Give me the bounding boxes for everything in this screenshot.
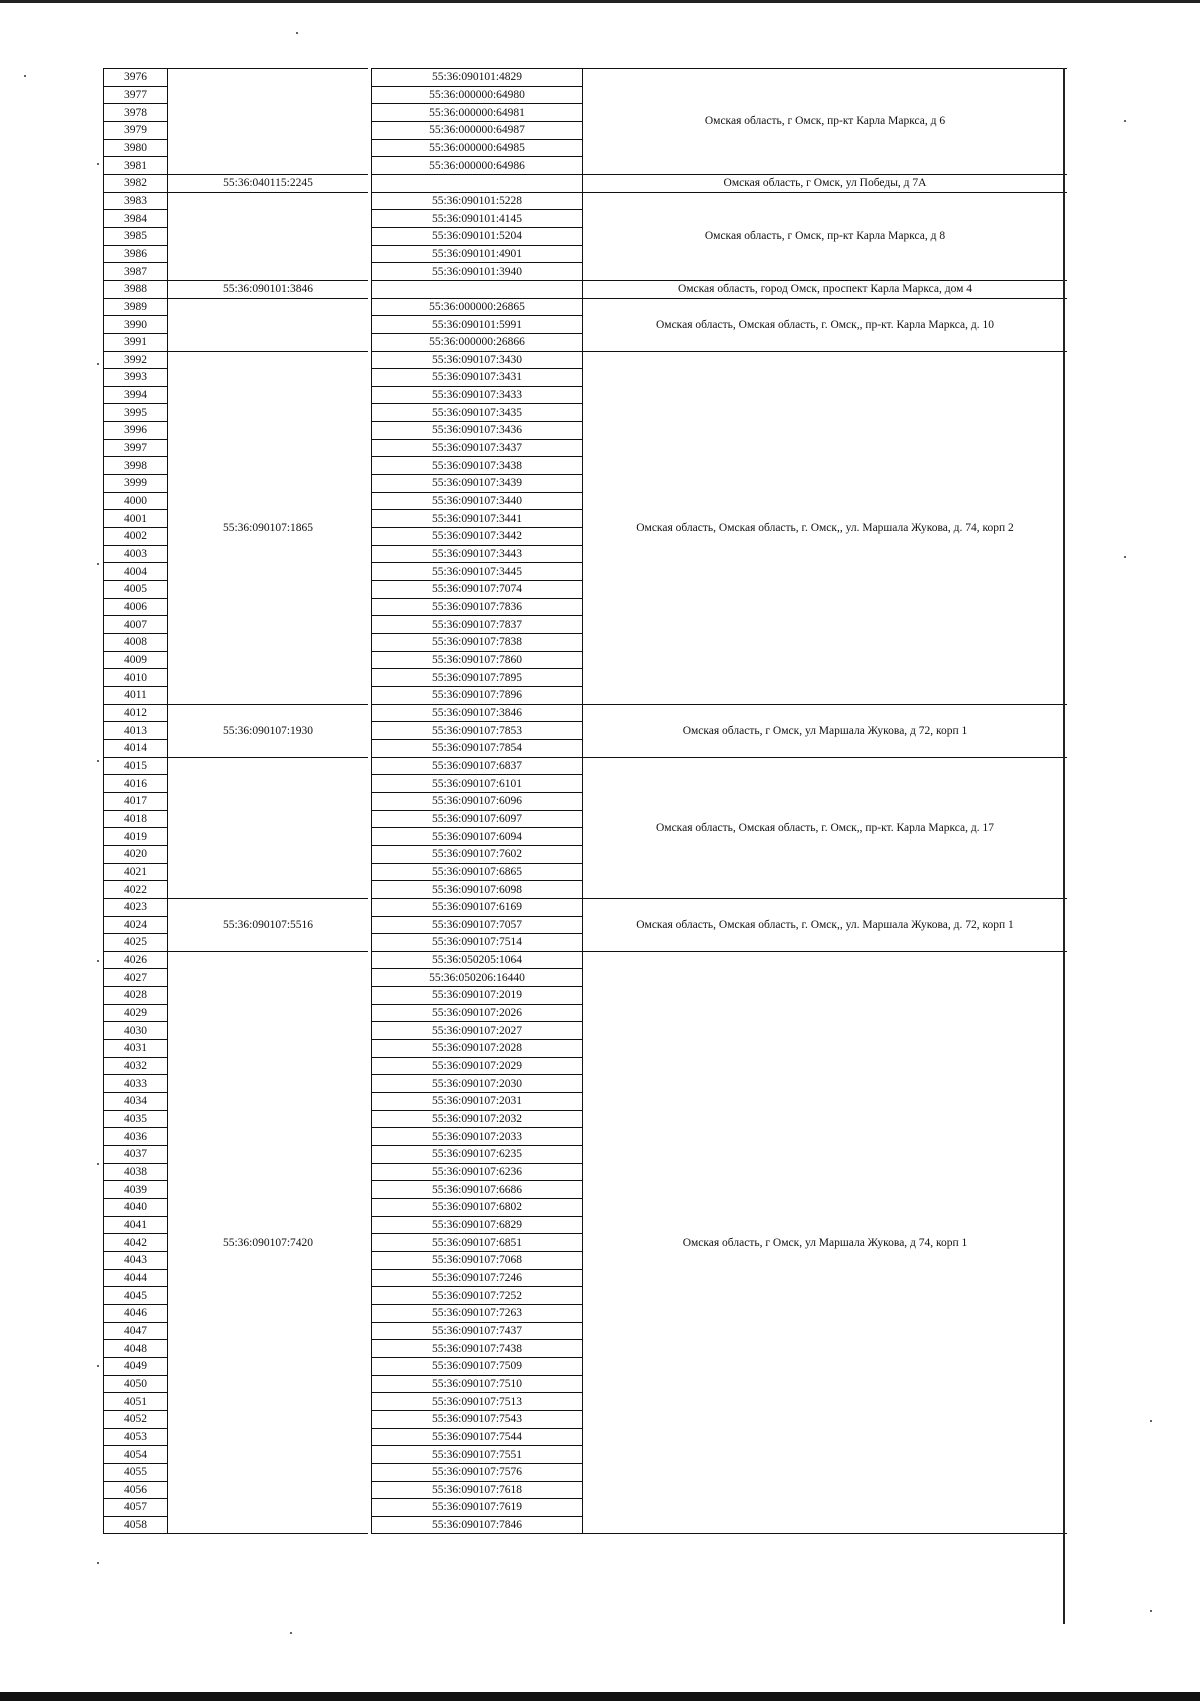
row-number: 3984 [104,210,168,228]
cadastral-number: 55:36:090101:5204 [372,227,583,245]
table-row [104,69,1068,87]
table-row [104,351,1068,369]
cadastral-number: 55:36:090107:2031 [372,1093,583,1111]
table-row [104,280,1068,298]
cadastral-number: 55:36:090107:2027 [372,1022,583,1040]
row-number: 3982 [104,174,168,192]
row-number: 4056 [104,1481,168,1499]
object-address: Омская область, г Омск, ул Победы, д 7А [583,174,1068,192]
row-number: 4017 [104,792,168,810]
scan-speck [97,363,99,365]
row-number: 3999 [104,475,168,493]
cadastral-number: 55:36:090107:2033 [372,1128,583,1146]
row-number: 4020 [104,845,168,863]
cadastral-number: 55:36:090107:7543 [372,1410,583,1428]
cadastral-number: 55:36:090107:3433 [372,386,583,404]
row-number: 4057 [104,1499,168,1517]
cadastral-number: 55:36:090107:2019 [372,987,583,1005]
cadastral-number: 55:36:090107:7509 [372,1357,583,1375]
row-number: 3979 [104,121,168,139]
cadastral-number: 55:36:090107:3441 [372,510,583,528]
cadastral-number: 55:36:090107:6101 [372,775,583,793]
row-number: 4043 [104,1251,168,1269]
cadastral-number: 55:36:090101:3940 [372,263,583,281]
scan-speck [1124,120,1126,122]
row-number: 4026 [104,951,168,969]
table-row [104,298,1068,316]
cadastral-number: 55:36:090107:3435 [372,404,583,422]
row-number: 3977 [104,86,168,104]
row-number: 4049 [104,1357,168,1375]
scan-speck [296,32,298,34]
cadastral-number: 55:36:090107:6802 [372,1199,583,1217]
row-number: 3993 [104,369,168,387]
parent-cadastral-number [168,69,369,175]
cadastral-number: 55:36:090107:7837 [372,616,583,634]
scan-speck [1150,1610,1152,1612]
row-number: 4041 [104,1216,168,1234]
cadastral-number: 55:36:050205:1064 [372,951,583,969]
cadastral-number: 55:36:090107:2029 [372,1057,583,1075]
row-number: 4028 [104,987,168,1005]
row-number: 4031 [104,1040,168,1058]
cadastral-number: 55:36:090107:7895 [372,669,583,687]
scan-speck [24,75,26,77]
cadastral-number: 55:36:090107:7836 [372,598,583,616]
cadastral-number: 55:36:090107:7074 [372,581,583,599]
cadastral-number: 55:36:090107:6097 [372,810,583,828]
cadastral-number: 55:36:090107:7853 [372,722,583,740]
row-number: 4027 [104,969,168,987]
row-number: 4011 [104,686,168,704]
cadastral-number: 55:36:090107:2032 [372,1110,583,1128]
cadastral-number: 55:36:090107:7252 [372,1287,583,1305]
object-address: Омская область, г Омск, ул Маршала Жукова, д 74, корп 1 [583,951,1068,1534]
cadastral-number: 55:36:090107:7068 [372,1251,583,1269]
cadastral-number: 55:36:090107:6837 [372,757,583,775]
cadastral-number: 55:36:090107:6096 [372,792,583,810]
parent-cadastral-number: 55:36:090101:3846 [168,280,369,298]
object-address: Омская область, Омская область, г. Омск,, ул. Маршала Жукова, д. 74, корп 2 [583,351,1068,704]
cadastral-number: 55:36:090107:3442 [372,528,583,546]
cadastral-number: 55:36:090107:7602 [372,845,583,863]
cadastral-number: 55:36:090107:3436 [372,422,583,440]
row-number: 3980 [104,139,168,157]
parent-cadastral-number: 55:36:090107:5516 [168,898,369,951]
scan-speck [97,163,99,165]
cadastral-number: 55:36:090107:7838 [372,634,583,652]
object-address: Омская область, Омская область, г. Омск,, ул. Маршала Жукова, д. 72, корп 1 [583,898,1068,951]
row-number: 4036 [104,1128,168,1146]
row-number: 4000 [104,492,168,510]
row-number: 4010 [104,669,168,687]
row-number: 4018 [104,810,168,828]
object-address: Омская область, Омская область, г. Омск,, пр-кт. Карла Маркса, д. 10 [583,298,1068,351]
cadastral-number: 55:36:090107:7896 [372,686,583,704]
cadastral-number: 55:36:090107:7551 [372,1446,583,1464]
row-number: 4015 [104,757,168,775]
object-address: Омская область, город Омск, проспект Карла Маркса, дом 4 [583,280,1068,298]
parent-cadastral-number: 55:36:090107:1865 [168,351,369,704]
parent-cadastral-number: 55:36:090107:7420 [168,951,369,1534]
row-number: 4003 [104,545,168,563]
cadastral-number: 55:36:090107:2030 [372,1075,583,1093]
cadastral-number: 55:36:090107:6236 [372,1163,583,1181]
row-number: 4055 [104,1463,168,1481]
table-row [104,704,1068,722]
cadastral-number: 55:36:090107:3438 [372,457,583,475]
scan-speck [97,760,99,762]
parent-cadastral-number: 55:36:040115:2245 [168,174,369,192]
cadastral-number: 55:36:090101:5991 [372,316,583,334]
row-number: 4022 [104,881,168,899]
cadastral-number: 55:36:090107:6169 [372,898,583,916]
cadastral-number: 55:36:090107:6098 [372,881,583,899]
row-number: 3986 [104,245,168,263]
cadastral-number: 55:36:090107:7437 [372,1322,583,1340]
row-number: 4044 [104,1269,168,1287]
cadastral-number: 55:36:090107:7576 [372,1463,583,1481]
cadastral-number: 55:36:090107:7618 [372,1481,583,1499]
object-address: Омская область, г Омск, ул Маршала Жукова, д 72, корп 1 [583,704,1068,757]
row-number: 4045 [104,1287,168,1305]
cadastral-number: 55:36:090107:2026 [372,1004,583,1022]
row-number: 4046 [104,1304,168,1322]
cadastral-number: 55:36:000000:64980 [372,86,583,104]
parent-cadastral-number: 55:36:090107:1930 [168,704,369,757]
cadastral-number: 55:36:000000:26865 [372,298,583,316]
cadastral-number: 55:36:090107:3445 [372,563,583,581]
row-number: 3985 [104,227,168,245]
row-number: 4024 [104,916,168,934]
row-number: 3997 [104,439,168,457]
scan-top-edge [0,0,1200,3]
cadastral-number: 55:36:090107:7544 [372,1428,583,1446]
row-number: 3994 [104,386,168,404]
cadastral-number: 55:36:000000:64986 [372,157,583,175]
row-number: 4030 [104,1022,168,1040]
scan-speck [97,1365,99,1367]
row-number: 4038 [104,1163,168,1181]
cadastral-number: 55:36:090107:3443 [372,545,583,563]
scan-speck [1150,1420,1152,1422]
row-number: 4013 [104,722,168,740]
row-number: 4039 [104,1181,168,1199]
object-address: Омская область, г Омск, пр-кт Карла Маркса, д 6 [583,69,1068,175]
row-number: 4040 [104,1199,168,1217]
row-number: 4037 [104,1146,168,1164]
row-number: 3976 [104,69,168,87]
cadastral-number [372,280,583,298]
row-number: 4021 [104,863,168,881]
cadastral-number: 55:36:090101:5228 [372,192,583,210]
parent-cadastral-number [168,298,369,351]
object-address: Омская область, г Омск, пр-кт Карла Маркса, д 8 [583,192,1068,280]
cadastral-number: 55:36:090107:7510 [372,1375,583,1393]
cadastral-number: 55:36:090107:7438 [372,1340,583,1358]
cadastral-number: 55:36:090107:3846 [372,704,583,722]
table-row [104,174,1068,192]
row-number: 3996 [104,422,168,440]
cadastral-number: 55:36:090107:7513 [372,1393,583,1411]
row-number: 4042 [104,1234,168,1252]
cadastral-number: 55:36:050206:16440 [372,969,583,987]
cadastral-number: 55:36:090107:7057 [372,916,583,934]
row-number: 4035 [104,1110,168,1128]
cadastral-number: 55:36:000000:64987 [372,121,583,139]
cadastral-number: 55:36:090107:3440 [372,492,583,510]
row-number: 3995 [104,404,168,422]
scan-speck [97,1562,99,1564]
scan-speck [97,563,99,565]
row-number: 3991 [104,333,168,351]
table-row [104,898,1068,916]
row-number: 4016 [104,775,168,793]
registry-body [104,69,1068,1534]
cadastral-number: 55:36:090107:3439 [372,475,583,493]
cadastral-number: 55:36:000000:64985 [372,139,583,157]
cadastral-number: 55:36:090101:4829 [372,69,583,87]
parent-cadastral-number [168,192,369,280]
row-number: 4012 [104,704,168,722]
row-number: 4029 [104,1004,168,1022]
row-number: 4052 [104,1410,168,1428]
row-number: 4009 [104,651,168,669]
row-number: 3978 [104,104,168,122]
scan-bottom-edge [0,1692,1200,1701]
row-number: 4019 [104,828,168,846]
row-number: 4058 [104,1516,168,1534]
cadastral-number: 55:36:090107:6829 [372,1216,583,1234]
row-number: 4002 [104,528,168,546]
scan-speck [290,1632,292,1634]
cadastral-number: 55:36:090107:3430 [372,351,583,369]
cadastral-number: 55:36:000000:26866 [372,333,583,351]
row-number: 4050 [104,1375,168,1393]
row-number: 4051 [104,1393,168,1411]
scan-speck [1124,556,1126,558]
row-number: 4005 [104,581,168,599]
cadastral-number: 55:36:090107:7860 [372,651,583,669]
row-number: 3981 [104,157,168,175]
row-number: 4001 [104,510,168,528]
cadastral-number: 55:36:090107:6865 [372,863,583,881]
row-number: 4006 [104,598,168,616]
row-number: 3988 [104,280,168,298]
row-number: 4025 [104,934,168,952]
cadastral-registry-table [103,68,1067,1534]
cadastral-number: 55:36:090107:6094 [372,828,583,846]
cadastral-number: 55:36:090101:4901 [372,245,583,263]
row-number: 4034 [104,1093,168,1111]
cadastral-number: 55:36:090107:6235 [372,1146,583,1164]
scan-speck [97,960,99,962]
table-row [104,757,1068,775]
row-number: 3987 [104,263,168,281]
row-number: 3992 [104,351,168,369]
row-number: 4004 [104,563,168,581]
parent-cadastral-number [168,757,369,898]
scan-speck [97,1163,99,1165]
table-row [104,951,1068,969]
row-number: 3989 [104,298,168,316]
object-address: Омская область, Омская область, г. Омск,, пр-кт. Карла Маркса, д. 17 [583,757,1068,898]
table-row [104,192,1068,210]
cadastral-number: 55:36:090107:6686 [372,1181,583,1199]
cadastral-number: 55:36:090107:3437 [372,439,583,457]
row-number: 4023 [104,898,168,916]
row-number: 4007 [104,616,168,634]
cadastral-number: 55:36:090107:7263 [372,1304,583,1322]
cadastral-number: 55:36:090107:7619 [372,1499,583,1517]
row-number: 4032 [104,1057,168,1075]
row-number: 4033 [104,1075,168,1093]
cadastral-number: 55:36:090107:7846 [372,1516,583,1534]
row-number: 4054 [104,1446,168,1464]
row-number: 4014 [104,739,168,757]
row-number: 4053 [104,1428,168,1446]
cadastral-number: 55:36:000000:64981 [372,104,583,122]
cadastral-number [372,174,583,192]
cadastral-number: 55:36:090107:2028 [372,1040,583,1058]
cadastral-number: 55:36:090101:4145 [372,210,583,228]
row-number: 3990 [104,316,168,334]
cadastral-number: 55:36:090107:7514 [372,934,583,952]
cadastral-number: 55:36:090107:6851 [372,1234,583,1252]
row-number: 3983 [104,192,168,210]
row-number: 4048 [104,1340,168,1358]
table-right-border [1063,68,1065,1624]
row-number: 4047 [104,1322,168,1340]
row-number: 3998 [104,457,168,475]
cadastral-number: 55:36:090107:7854 [372,739,583,757]
cadastral-number: 55:36:090107:3431 [372,369,583,387]
row-number: 4008 [104,634,168,652]
cadastral-number: 55:36:090107:7246 [372,1269,583,1287]
